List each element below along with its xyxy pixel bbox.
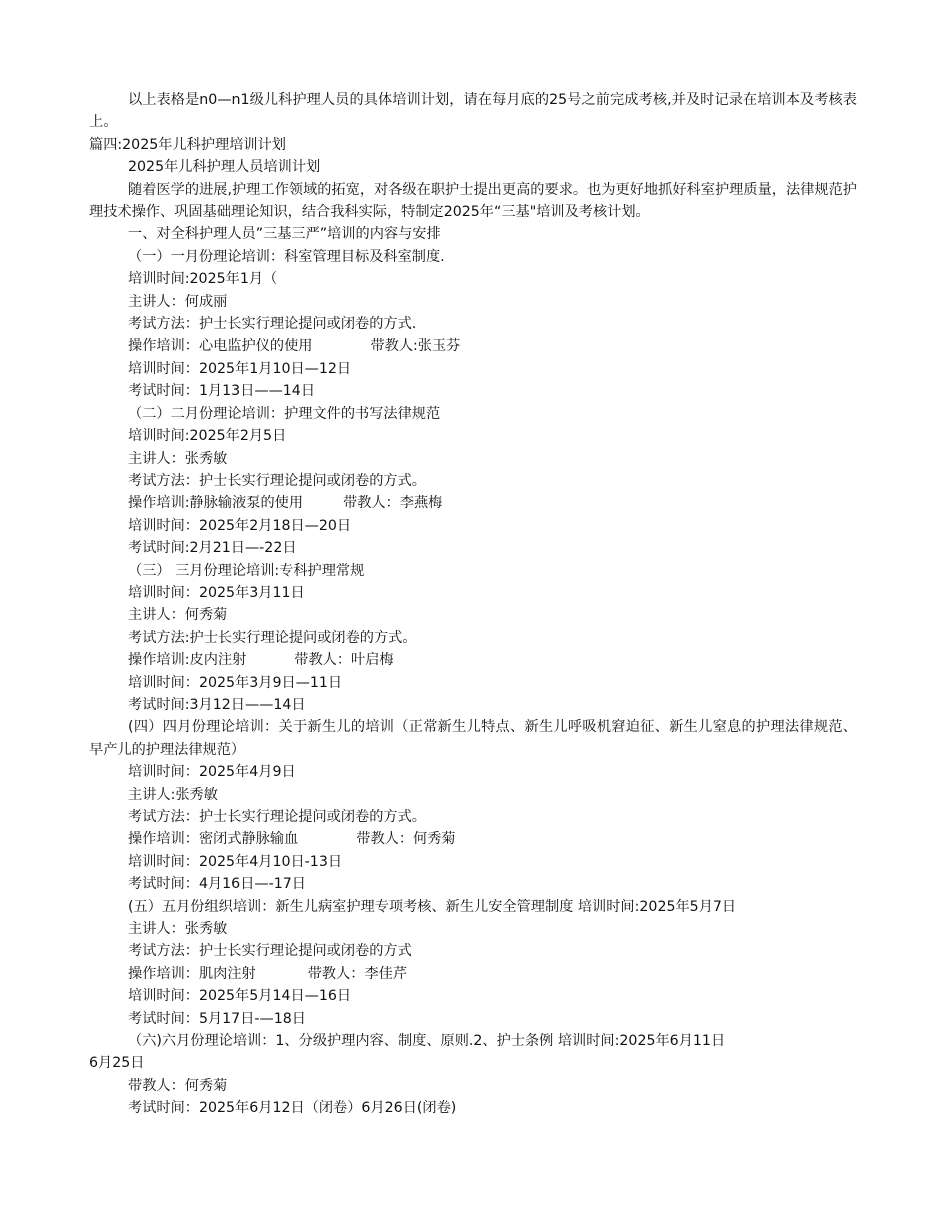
operation-line bbox=[89, 335, 857, 357]
month-block-january bbox=[89, 246, 857, 403]
operation-teacher: 带教人：李佳芹 bbox=[307, 965, 408, 982]
section-heading: 篇四:2025年儿科护理培训计划 bbox=[89, 136, 286, 153]
intro-paragraph: 以上表格是n0—n1级儿科护理人员的具体培训计划，请在每月底的25号之前完成考核,并及时记录在培训本及考核表上。 bbox=[89, 92, 857, 131]
lecturer: 主讲人：何成丽 bbox=[128, 293, 228, 310]
exam-method: 考试方法：护士长实行理论提问或闭卷的方式。 bbox=[128, 472, 426, 489]
operation-training: 操作培训：肌肉注射 bbox=[128, 965, 256, 982]
exam-time: 考试时间：2025年6月12日（闭卷）6月26日(闭卷) bbox=[128, 1100, 457, 1117]
exam-time: 考试时间：5月17日-—18日 bbox=[128, 1010, 306, 1027]
lecturer: 主讲人:张秀敏 bbox=[128, 786, 218, 803]
lecturer: 主讲人：张秀敏 bbox=[128, 450, 228, 467]
operation-line bbox=[89, 649, 857, 671]
month-block-may bbox=[89, 896, 857, 1030]
operation-train-time: 培训时间：2025年4月10日-13日 bbox=[128, 853, 343, 870]
exam-time: 考试时间:3月12日——14日 bbox=[128, 696, 306, 713]
train-time: 培训时间:2025年2月5日 bbox=[128, 428, 287, 445]
exam-time: 考试时间：1月13日——14日 bbox=[128, 383, 316, 400]
operation-train-time: 培训时间：2025年5月14日—16日 bbox=[128, 988, 352, 1005]
theory-topic: （三） 三月份理论培训:专科护理常规 bbox=[128, 562, 365, 579]
month-block-march bbox=[89, 560, 857, 717]
operation-train-time: 培训时间：2025年3月9日—11日 bbox=[128, 674, 343, 691]
exam-time: 考试时间：4月16日—-17日 bbox=[128, 876, 306, 893]
operation-teacher: 带教人：李燕梅 bbox=[343, 495, 443, 512]
exam-method: 考试方法:护士长实行理论提问或闭卷的方式。 bbox=[128, 629, 417, 646]
month-block-april bbox=[89, 716, 857, 895]
exam-method: 考试方法：护士长实行理论提问或闭卷的方式. bbox=[128, 316, 417, 333]
month-block-june bbox=[89, 1030, 857, 1120]
operation-training: 操作培训:皮内注射 bbox=[128, 652, 247, 669]
part1-title: 一、对全科护理人员”三基三严”培训的内容与安排 bbox=[128, 226, 441, 243]
operation-line bbox=[89, 492, 857, 514]
train-time: 培训时间:2025年1月（ bbox=[128, 271, 278, 288]
operation-training: 操作培训:静脉输液泵的使用 bbox=[128, 495, 304, 512]
theory-topic: （二）二月份理论培训：护理文件的书写法律规范 bbox=[128, 405, 441, 422]
exam-method: 考试方法：护士长实行理论提问或闭卷的方式。 bbox=[128, 809, 426, 825]
lecturer: 主讲人：张秀敏 bbox=[128, 921, 228, 938]
lecturer: 主讲人：何秀菊 bbox=[128, 607, 228, 624]
train-time: 培训时间：2025年4月9日 bbox=[128, 764, 296, 781]
theory-topic: (五）五月份组织培训：新生儿病室护理专项考核、新生儿安全管理制度 培训时间:2025年5月7日 bbox=[128, 898, 737, 915]
theory-topic-continued: 6月25日 bbox=[89, 1055, 145, 1072]
operation-train-time: 培训时间：2025年2月18日—20日 bbox=[128, 517, 352, 534]
operation-teacher: 带教人：何秀菊 bbox=[356, 831, 456, 848]
month-block-february bbox=[89, 403, 857, 560]
theory-topic: （一）一月份理论培训：科室管理目标及科室制度. bbox=[128, 248, 445, 265]
operation-teacher: 带教人:张玉芬 bbox=[370, 338, 461, 355]
operation-line bbox=[89, 828, 857, 850]
plan-title: 2025年儿科护理人员培训计划 bbox=[128, 159, 321, 176]
theory-topic: （六)六月份理论培训：1、分级护理内容、制度、原则.2、护士条例 培训时间:2025年6月11日 bbox=[128, 1033, 726, 1050]
exam-time: 考试时间:2月21日—-22日 bbox=[128, 540, 297, 557]
train-time: 培训时间：2025年3月11日 bbox=[128, 584, 305, 601]
preface-paragraph: 随着医学的进展,护理工作领域的拓宽，对各级在职护士提出更高的要求。也为更好地抓好科室护理质量，法律规范护理技术操作、巩固基础理论知识，结合我科实际，特制定2025年“三基"培训及考核计划。 bbox=[89, 181, 857, 221]
operation-training: 操作培训：心电监护仪的使用 bbox=[128, 338, 313, 355]
exam-method: 考试方法：护士长实行理论提问或闭卷的方式 bbox=[128, 943, 412, 960]
operation-teacher: 带教人：叶启梅 bbox=[294, 652, 394, 669]
operation-training: 操作培训：密闭式静脉输血 bbox=[128, 831, 299, 848]
operation-teacher: 带教人：何秀菊 bbox=[128, 1077, 228, 1094]
operation-train-time: 培训时间：2025年1月10日—12日 bbox=[128, 360, 352, 377]
theory-topic: (四）四月份理论培训：关于新生儿的培训（正常新生儿特点、新生儿呼吸机窘迫征、新生儿窒息的护理法律规范、早产儿的护理法律规范） bbox=[89, 719, 857, 758]
document-body bbox=[89, 89, 857, 1120]
operation-line bbox=[89, 963, 857, 985]
